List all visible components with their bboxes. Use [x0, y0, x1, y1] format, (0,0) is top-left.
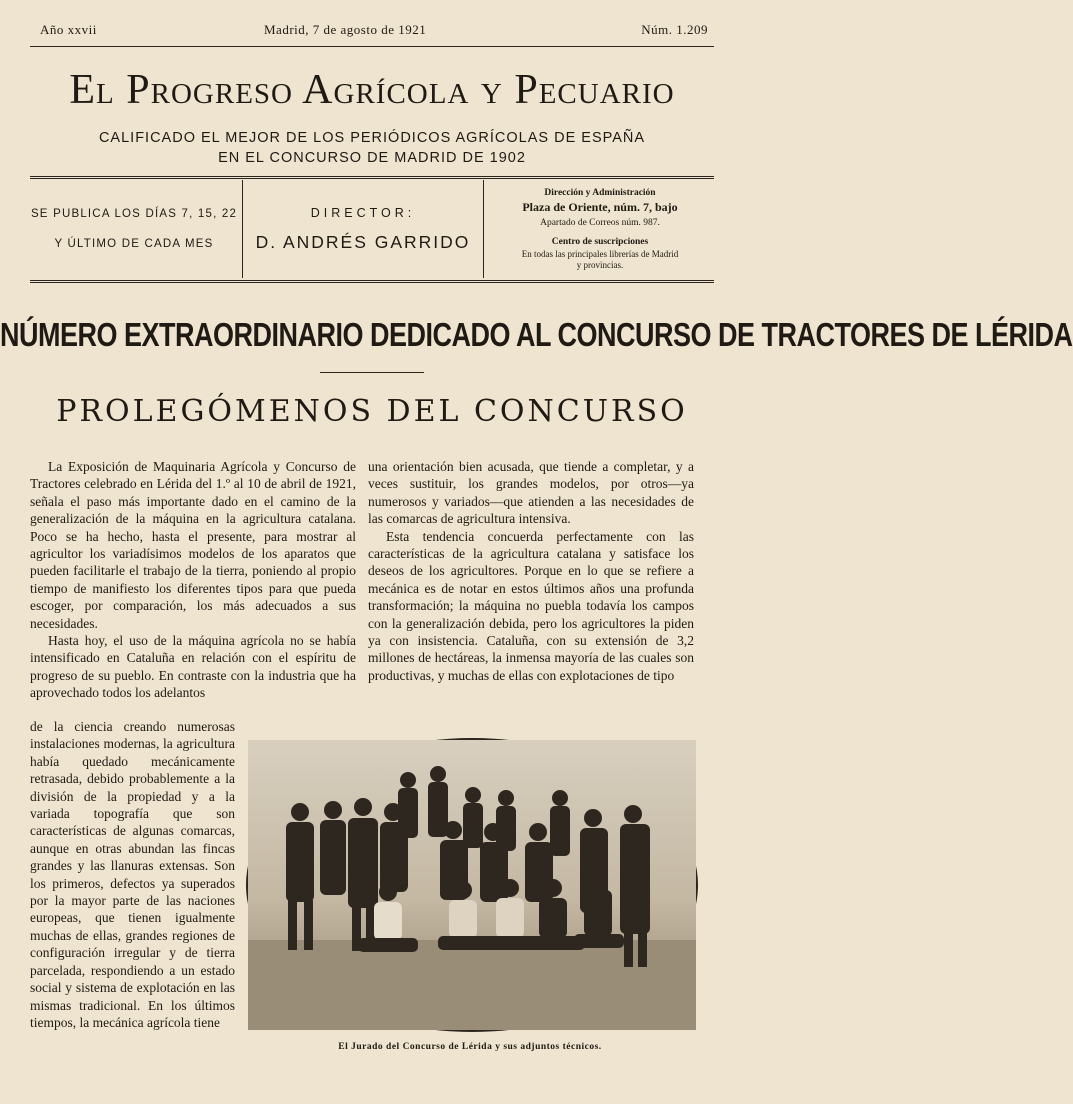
admin-heading: Dirección y Administración — [544, 188, 656, 198]
publication-info-box — [30, 180, 714, 278]
article-paragraph-continued: una orientación bien acusada, que tiende a completar, y a veces sustituir, los grandes modelos, por otros—ya numerosos y variados—que atienden a las necesidades de las comarcas de agricultura intensiva. — [368, 459, 694, 527]
dateline-divider — [30, 46, 714, 47]
issue-number: Núm. 1.209 — [641, 22, 708, 37]
headline-separator — [320, 372, 424, 373]
masthead-subtitle — [0, 128, 744, 168]
article-left-column — [30, 458, 356, 702]
issue-year: Año xxvii — [40, 22, 97, 37]
administration-block — [486, 180, 714, 278]
masthead-subtitle-line-1: CALIFICADO EL MEJOR DE LOS PERIÓDICOS AGRÍCOLAS DE ESPAÑA — [98, 130, 646, 146]
article-paragraph: La Exposición de Maquinaria Agrícola y Concurso de Tractores celebrado en Lérida del 1.º al 10 de abril de 1921, señala el paso más importante dado en el camino de la generalización de la máquina en la agricultura catalana. Poco se ha hecho, hasta el presente, para mostrar al agricultor los variadísimos modelos de los aparatos que pueden facilitarle el trabajo de la tierra, poniendo al propio tiempo de manifiesto los diferentes tipos para que pueda escoger, por comparación, los más adecuados a sus necesidades. — [30, 459, 356, 631]
subscriptions-line-1: En todas las principales librerías de Madrid — [521, 249, 679, 259]
director-block — [242, 180, 484, 278]
article-right-column — [368, 458, 694, 684]
schedule-line-1: SE PUBLICA LOS DÍAS 7, 15, 22 — [30, 208, 238, 220]
infobox-top-rule — [30, 176, 714, 179]
subscriptions-line-2: y provincias. — [576, 260, 624, 270]
special-issue-headline: NÚMERO EXTRAORDINARIO DEDICADO AL CONCURSO DE TRACTORES DE LÉRIDA — [0, 316, 1073, 354]
subscriptions-heading: Centro de suscripciones — [551, 237, 649, 247]
infobox-bottom-rule — [30, 280, 714, 283]
publication-schedule — [30, 180, 238, 278]
masthead-subtitle-line-2: EN EL CONCURSO DE MADRID DE 1902 — [218, 150, 526, 166]
issue-date: Madrid, 7 de agosto de 1921 — [264, 22, 427, 37]
article-paragraph: Hasta hoy, el uso de la máquina agrícola no se había intensificado en Cataluña en relación con el espíritu de progreso de su pueblo. En contraste con la industria que ha aprovechado todos los adelantos — [30, 633, 356, 701]
photo-caption: El Jurado del Concurso de Lérida y sus adjuntos técnicos. — [338, 1042, 602, 1052]
group-photo-illustration — [248, 740, 696, 1030]
director-name: D. ANDRÉS GARRIDO — [255, 232, 471, 252]
jury-group-photo — [246, 738, 698, 1032]
admin-po-box: Apartado de Correos núm. 987. — [540, 218, 660, 228]
section-title: PROLEGÓMENOS DEL CONCURSO — [56, 394, 688, 429]
admin-address: Plaza de Oriente, núm. 7, bajo — [522, 200, 678, 214]
director-label: DIRECTOR: — [310, 206, 416, 220]
article-paragraph: Esta tendencia concuerda perfectamente con las características de la agricultura catalana y satisface los deseos de los agricultores. Porque en lo que se refiere a mecánica es de notar en estos últimos años una profunda transformación; la máquina no puebla todavía los campos con la generalización debida, pero los agricultores la piden ya con insistencia. Cataluña, con su extensión de 3,2 millones de hectáreas, la inmensa mayoría de las cuales son productivas, y muchas de ellas con explotaciones de tipo — [368, 528, 694, 683]
masthead-title: El Progreso Agrícola y Pecuario — [69, 67, 675, 113]
article-paragraph-continued: de la ciencia creando numerosas instalaciones modernas, la agricultura había quedado mecánicamente retrasada, debido probablemente a la división de la propiedad y a la variada topografía que son características de algunas comarcas, aunque en otras abundan las fincas grandes y las llanuras extensas. Son los primeros, defectos ya superados por la mayor parte de las naciones europeas, que tienen igualmente muchas de ellas, grandes regiones de configuración irregular y de tierra parcelada, respondiendo a un estado social y sistema de explotación en las mismas tradicional. En los últimos tiempos, la mecánica agrícola tiene — [30, 719, 235, 1030]
schedule-line-2: Y ÚLTIMO DE CADA MES — [54, 238, 214, 250]
dateline-bar — [30, 22, 714, 44]
article-left-narrow-column — [30, 718, 235, 1031]
